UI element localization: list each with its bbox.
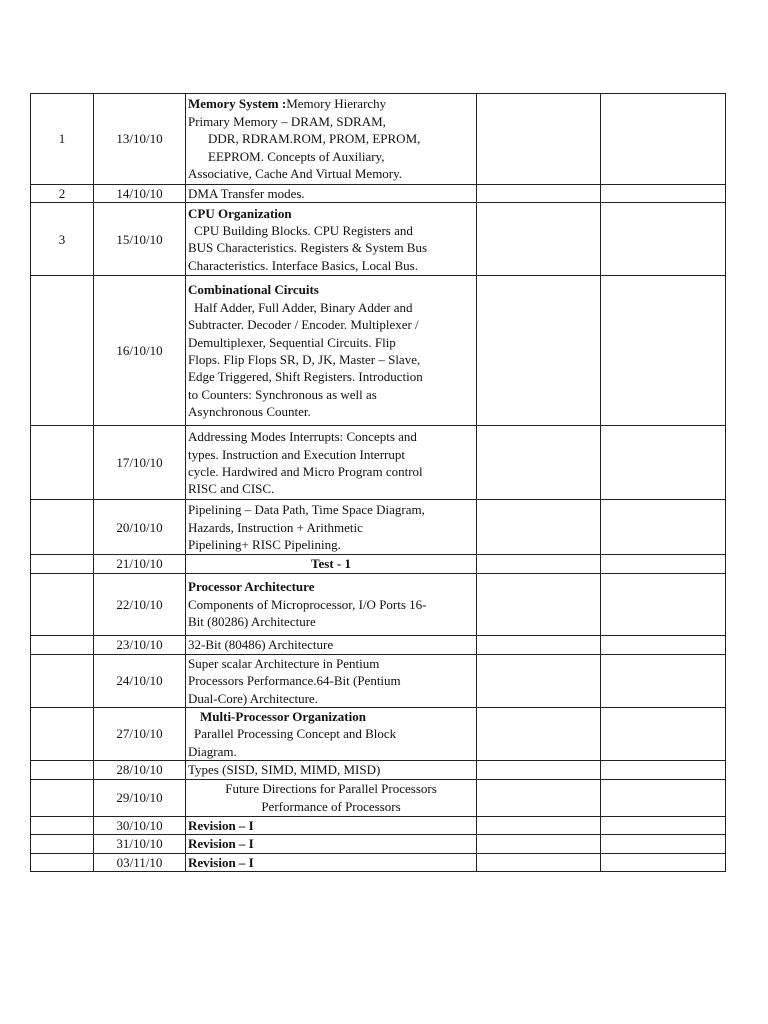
topic-cell: [186, 761, 477, 779]
signature-cell: [601, 835, 726, 854]
signature-cell: [601, 94, 726, 185]
topic-heading: Revision – I: [188, 817, 254, 833]
topic-text: Flops. Flip Flops SR, D, JK, Master – Slave,: [188, 351, 421, 367]
topic-text: Future Directions for Parallel Processors: [225, 781, 437, 797]
topic-text: CPU Building Blocks. CPU Registers and: [194, 223, 413, 238]
topic-text: Memory Hierarchy: [286, 96, 387, 112]
date-cell: 28/10/10: [94, 761, 186, 779]
date-cell: 03/11/10: [94, 854, 186, 872]
row-number-cell: 3: [31, 203, 94, 276]
topic-line: [188, 130, 474, 147]
topic-heading: Revision – I: [188, 855, 254, 871]
topic-line: [188, 257, 474, 274]
topic-line: [188, 148, 474, 165]
table-row: [31, 203, 726, 276]
schedule-table: [30, 93, 726, 872]
topic-line: [188, 463, 474, 480]
signature-cell: [601, 708, 726, 761]
date-cell: 30/10/10: [94, 816, 186, 834]
topic-text: Characteristics. Interface Basics, Local Bus.: [188, 257, 418, 273]
topic-heading: Combinational Circuits: [188, 282, 319, 298]
remarks-cell: [477, 654, 601, 707]
signature-cell: [601, 779, 726, 816]
remarks-cell: [477, 185, 601, 203]
signature-cell: [601, 203, 726, 276]
row-number-cell: [31, 816, 94, 834]
topic-text: BUS Characteristics. Registers & System Bus: [188, 240, 428, 256]
topic-line: [188, 655, 474, 672]
signature-cell: [601, 854, 726, 872]
table-row: [31, 276, 726, 426]
topic-heading: Multi-Processor Organization: [200, 709, 366, 725]
date-cell: 24/10/10: [94, 654, 186, 707]
topic-text: Bit (80286) Architecture: [188, 614, 316, 630]
date-cell: 17/10/10: [94, 426, 186, 500]
topic-line: [188, 185, 474, 202]
date-cell: 27/10/10: [94, 708, 186, 761]
row-number-cell: [31, 573, 94, 635]
topic-line: [188, 351, 474, 368]
topic-heading: Revision – I: [188, 836, 254, 852]
topic-line: [188, 334, 474, 351]
date-cell: 16/10/10: [94, 276, 186, 426]
topic-text: to Counters: Synchronous as well as: [188, 386, 377, 402]
row-number-cell: [31, 654, 94, 707]
signature-cell: [601, 426, 726, 500]
table-row: [31, 654, 726, 707]
row-number-cell: 1: [31, 94, 94, 185]
row-number-cell: [31, 854, 94, 872]
table-row: [31, 500, 726, 555]
topic-line: [188, 798, 474, 815]
topic-text: Diagram.: [188, 743, 237, 759]
date-cell: 31/10/10: [94, 835, 186, 854]
topic-line: [188, 780, 474, 797]
topic-line: [188, 480, 474, 497]
topic-cell: [186, 654, 477, 707]
signature-cell: [601, 816, 726, 834]
topic-line: [188, 725, 474, 742]
remarks-cell: [477, 555, 601, 573]
table-row: [31, 835, 726, 854]
topic-line: [188, 708, 474, 725]
topic-text: Components of Microprocessor, I/O Ports 16-: [188, 596, 427, 612]
date-cell: 21/10/10: [94, 555, 186, 573]
row-number-cell: [31, 761, 94, 779]
topic-text: Processors Performance.64-Bit (Pentium: [188, 673, 401, 689]
topic-text: Half Adder, Full Adder, Binary Adder and: [194, 299, 413, 315]
topic-text: Pipelining+ RISC Pipelining.: [188, 537, 341, 553]
remarks-cell: [477, 635, 601, 654]
topic-cell: [186, 816, 477, 834]
topic-cell: [186, 835, 477, 854]
remarks-cell: [477, 708, 601, 761]
topic-text: 32-Bit (80486) Architecture: [188, 637, 334, 653]
date-cell: 23/10/10: [94, 635, 186, 654]
topic-text: Types (SISD, SIMD, MIMD, MISD): [188, 762, 381, 778]
date-cell: 20/10/10: [94, 500, 186, 555]
topic-line: [188, 854, 474, 871]
topic-line: [188, 636, 474, 653]
topic-cell: [186, 708, 477, 761]
topic-text: cycle. Hardwired and Micro Program control: [188, 463, 423, 479]
remarks-cell: [477, 761, 601, 779]
table-row: [31, 426, 726, 500]
topic-line: [188, 743, 474, 760]
topic-line: [188, 368, 474, 385]
row-number-cell: [31, 500, 94, 555]
topic-text: Associative, Cache And Virtual Memory.: [188, 166, 403, 182]
topic-line: [188, 690, 474, 707]
topic-cell: [186, 500, 477, 555]
topic-text: Addressing Modes Interrupts: Concepts and: [188, 429, 417, 445]
topic-line: [188, 95, 474, 112]
table-row: [31, 816, 726, 834]
topic-text: RISC and CISC.: [188, 481, 275, 497]
topic-line: [188, 113, 474, 130]
topic-line: [188, 835, 474, 852]
date-cell: 15/10/10: [94, 203, 186, 276]
topic-cell: [186, 426, 477, 500]
topic-cell: [186, 94, 477, 185]
topic-cell: [186, 185, 477, 203]
topic-text: EEPROM. Concepts of Auxiliary,: [208, 148, 385, 164]
signature-cell: [601, 635, 726, 654]
signature-cell: [601, 185, 726, 203]
topic-heading: Test - 1: [311, 556, 351, 572]
topic-line: [188, 403, 474, 420]
topic-line: [188, 578, 474, 595]
topic-text: Hazards, Instruction + Arithmetic: [188, 519, 363, 535]
topic-text: Dual-Core) Architecture.: [188, 690, 318, 706]
table-row: [31, 185, 726, 203]
topic-line: [188, 536, 474, 553]
topic-line: [188, 446, 474, 463]
topic-cell: [186, 854, 477, 872]
table-row: [31, 708, 726, 761]
topic-cell: [186, 203, 477, 276]
remarks-cell: [477, 835, 601, 854]
topic-line: [188, 613, 474, 630]
table-row: [31, 779, 726, 816]
topic-line: [188, 222, 474, 239]
remarks-cell: [477, 816, 601, 834]
topic-line: [188, 596, 474, 613]
row-number-cell: [31, 835, 94, 854]
signature-cell: [601, 654, 726, 707]
topic-line: [188, 239, 474, 256]
remarks-cell: [477, 94, 601, 185]
topic-text: types. Instruction and Execution Interrupt: [188, 446, 405, 462]
topic-line: [188, 672, 474, 689]
topic-text: Edge Triggered, Shift Registers. Introduction: [188, 369, 423, 385]
topic-cell: [186, 276, 477, 426]
topic-cell: [186, 635, 477, 654]
signature-cell: [601, 555, 726, 573]
remarks-cell: [477, 573, 601, 635]
topic-line: [188, 501, 474, 518]
topic-text: Super scalar Architecture in Pentium: [188, 655, 380, 671]
topic-line: [188, 817, 474, 834]
date-cell: 13/10/10: [94, 94, 186, 185]
topic-line: [188, 386, 474, 403]
row-number-cell: [31, 276, 94, 426]
topic-line: [188, 316, 474, 333]
signature-cell: [601, 500, 726, 555]
signature-cell: [601, 276, 726, 426]
topic-text: Performance of Processors: [261, 798, 401, 814]
row-number-cell: [31, 708, 94, 761]
topic-heading: Processor Architecture: [188, 579, 315, 595]
table-row: [31, 94, 726, 185]
table-row: [31, 761, 726, 779]
row-number-cell: [31, 635, 94, 654]
remarks-cell: [477, 779, 601, 816]
date-cell: 14/10/10: [94, 185, 186, 203]
topic-heading: Memory System :: [188, 96, 287, 112]
table-row: [31, 635, 726, 654]
topic-heading: CPU Organization: [188, 205, 292, 221]
topic-text: DDR, RDRAM.ROM, PROM, EPROM,: [208, 131, 421, 147]
signature-cell: [601, 761, 726, 779]
table-row: [31, 555, 726, 573]
topic-line: [188, 428, 474, 445]
row-number-cell: 2: [31, 185, 94, 203]
topic-text: Demultiplexer, Sequential Circuits. Flip: [188, 334, 396, 350]
topic-cell: [186, 555, 477, 573]
row-number-cell: [31, 555, 94, 573]
topic-text: Subtracter. Decoder / Encoder. Multiplexer /: [188, 317, 419, 333]
remarks-cell: [477, 426, 601, 500]
topic-text: Primary Memory – DRAM, SDRAM,: [188, 113, 386, 129]
signature-cell: [601, 573, 726, 635]
date-cell: 22/10/10: [94, 573, 186, 635]
schedule-table-body: [31, 94, 726, 872]
table-row: [31, 854, 726, 872]
topic-text: Asynchronous Counter.: [188, 404, 311, 420]
date-cell: 29/10/10: [94, 779, 186, 816]
topic-text: Parallel Processing Concept and Block: [194, 726, 397, 742]
topic-line: [188, 519, 474, 536]
topic-cell: [186, 573, 477, 635]
remarks-cell: [477, 276, 601, 426]
topic-line: [188, 761, 474, 778]
row-number-cell: [31, 426, 94, 500]
row-number-cell: [31, 779, 94, 816]
topic-line: [188, 299, 474, 316]
topic-text: Pipelining – Data Path, Time Space Diagram,: [188, 502, 425, 518]
topic-line: [188, 555, 474, 572]
table-row: [31, 573, 726, 635]
topic-line: [188, 281, 474, 298]
topic-cell: [186, 779, 477, 816]
topic-line: [188, 165, 474, 182]
remarks-cell: [477, 203, 601, 276]
remarks-cell: [477, 854, 601, 872]
remarks-cell: [477, 500, 601, 555]
topic-text: DMA Transfer modes.: [188, 186, 305, 201]
topic-line: [188, 205, 474, 222]
